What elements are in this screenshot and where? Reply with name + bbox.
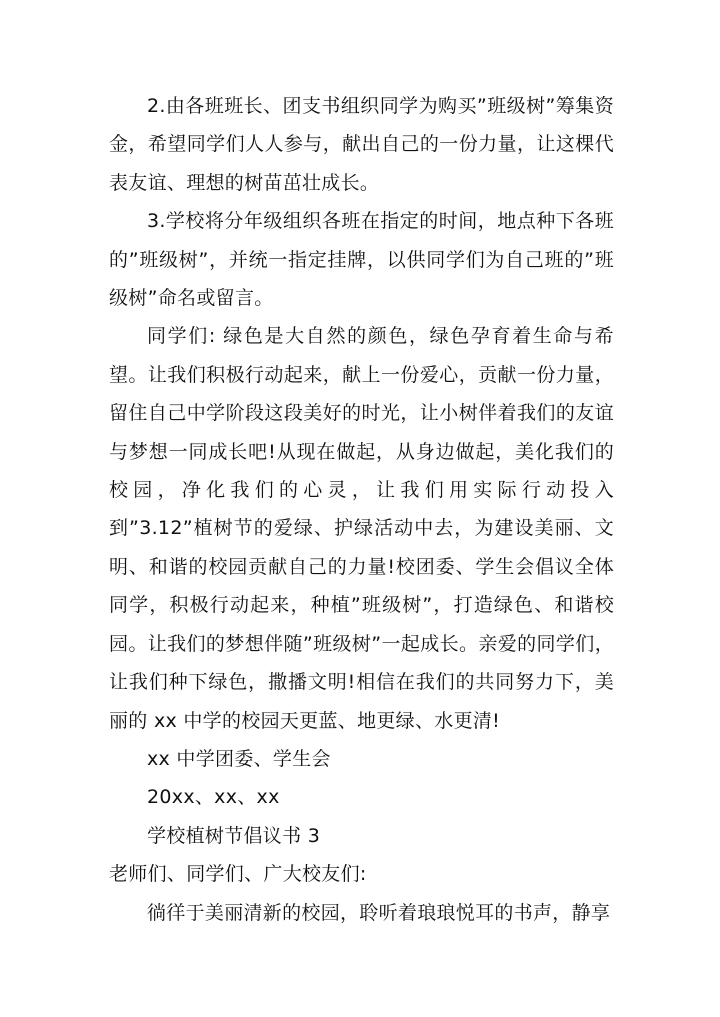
paragraph-appeal: 同学们: 绿色是大自然的颜色，绿色孕育着生命与希望。让我们积极行动起来，献上一份爱心，贡献一份力量，留住自己中学阶段这段美好的时光，让小树伴着我们的友谊与梦想一同成长吧!从现在做起，从身边做起，美化我们的校园，净化我们的心灵，让我们用实际行动投入到”3.12”植树节的爱绿、护绿活动中去，为建设美丽、文明、和谐的校园贡献自己的力量!校团委、学生会倡议全体同学，积极行动起来，种植”班级树”，打造绿色、和谐校园。让我们的梦想伴随”班级树”一起成长。亲爱的同学们，让我们种下绿色，撒播文明!相信在我们的共同努力下，美丽的 xx 中学的校园天更蓝、地更绿、水更清! [109, 325, 614, 732]
paragraph-opening: 徜徉于美丽清新的校园，聆听着琅琅悦耳的书声，静享 [147, 901, 611, 924]
signature-date: 20xx、xx、xx [147, 786, 280, 809]
greeting: 老师们、同学们、广大校友们: [109, 863, 367, 886]
section-title: 学校植树节倡议书 3 [147, 824, 321, 847]
signature-org: xx 中学团委、学生会 [147, 747, 331, 770]
paragraph-planting: 3.学校将分年级组织各班在指定的时间，地点种下各班的”班级树”，并统一指定挂牌，以供同学们为自己班的”班级树”命名或留言。 [109, 210, 614, 310]
document-body [109, 87, 614, 932]
paragraph-fundraising: 2.由各班班长、团支书组织同学为购买”班级树”筹集资金，希望同学们人人参与，献出自己的一份力量，让这棵代表友谊、理想的树苗茁壮成长。 [109, 95, 614, 194]
